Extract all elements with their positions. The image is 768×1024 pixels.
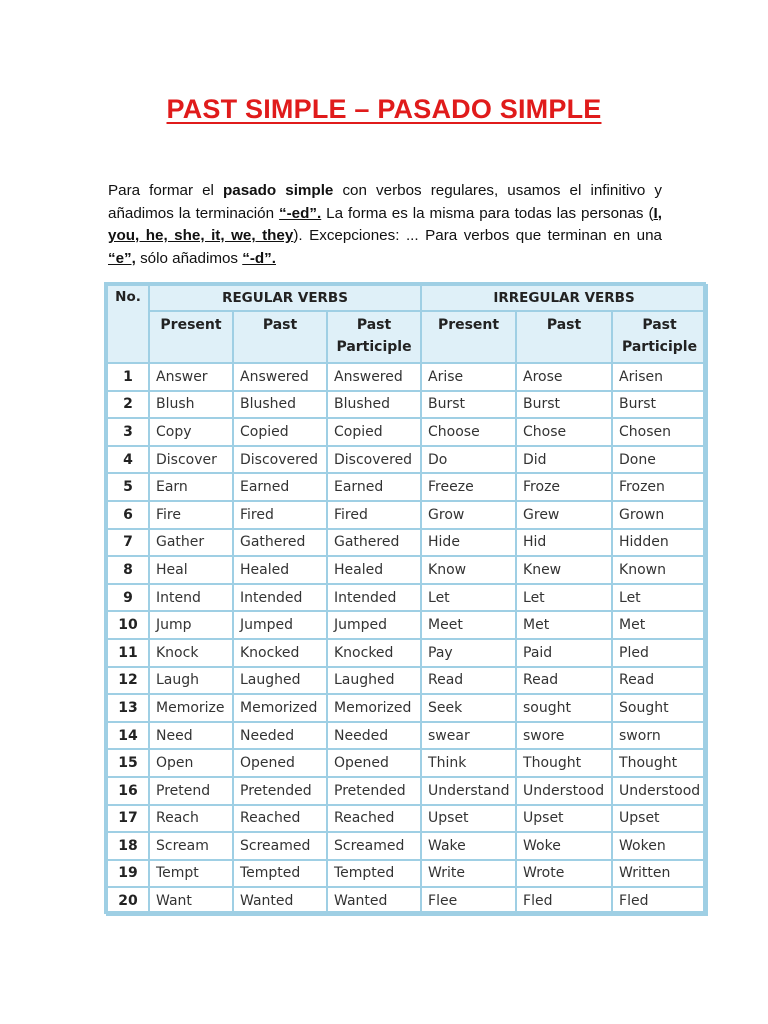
verb-number-cell: 15 xyxy=(107,749,149,777)
irregular-past-cell: Burst xyxy=(516,391,612,419)
irregular-present-cell: Choose xyxy=(421,418,516,446)
irregular-present-cell: Know xyxy=(421,556,516,584)
regular-past-cell: Gathered xyxy=(233,529,327,557)
regular-present-cell: Memorize xyxy=(149,694,233,722)
verb-number-cell: 17 xyxy=(107,805,149,833)
table-row xyxy=(107,639,707,667)
regular-past-cell: Memorized xyxy=(233,694,327,722)
verbs-table-body xyxy=(107,363,707,915)
irregular-present-cell: swear xyxy=(421,722,516,750)
regular-present-cell: Discover xyxy=(149,446,233,474)
regular-present-cell: Tempt xyxy=(149,860,233,888)
irregular-past-participle-cell: Chosen xyxy=(612,418,707,446)
intro-e-letter: “e”, xyxy=(108,249,136,267)
irregular-present-cell: Pay xyxy=(421,639,516,667)
table-row xyxy=(107,832,707,860)
regular-present-cell: Want xyxy=(149,887,233,915)
regular-past-cell: Tempted xyxy=(233,860,327,888)
irregular-past-cell: Knew xyxy=(516,556,612,584)
table-row xyxy=(107,860,707,888)
irregular-past-cell: Thought xyxy=(516,749,612,777)
table-row xyxy=(107,805,707,833)
verbs-table-header xyxy=(107,285,707,363)
verb-number-cell: 8 xyxy=(107,556,149,584)
regular-present-cell: Laugh xyxy=(149,667,233,695)
intro-text-5: La forma es la misma para todas las personas ( xyxy=(321,204,654,222)
irregular-present-cell: Flee xyxy=(421,887,516,915)
irregular-present-cell: Seek xyxy=(421,694,516,722)
irregular-past-cell: Froze xyxy=(516,473,612,501)
verb-number-cell: 5 xyxy=(107,473,149,501)
verb-number-cell: 20 xyxy=(107,887,149,915)
table-row xyxy=(107,363,707,391)
header-pp-line2: Participle xyxy=(621,339,698,355)
irregular-past-cell: Woke xyxy=(516,832,612,860)
irregular-past-cell: Grew xyxy=(516,501,612,529)
irregular-present-cell: Meet xyxy=(421,611,516,639)
verb-number-cell: 14 xyxy=(107,722,149,750)
regular-past-participle-cell: Fired xyxy=(327,501,421,529)
header-irregular-past-participle xyxy=(612,311,707,363)
irregular-past-participle-cell: Thought xyxy=(612,749,707,777)
regular-past-participle-cell: Tempted xyxy=(327,860,421,888)
regular-past-participle-cell: Knocked xyxy=(327,639,421,667)
irregular-past-cell: Upset xyxy=(516,805,612,833)
table-row xyxy=(107,473,707,501)
regular-past-cell: Screamed xyxy=(233,832,327,860)
irregular-past-cell: Paid xyxy=(516,639,612,667)
table-row xyxy=(107,556,707,584)
regular-past-participle-cell: Laughed xyxy=(327,667,421,695)
verb-number-cell: 1 xyxy=(107,363,149,391)
regular-past-cell: Pretended xyxy=(233,777,327,805)
irregular-past-participle-cell: Upset xyxy=(612,805,707,833)
intro-paragraph xyxy=(108,180,662,270)
intro-text-3: con verbos regulares, usamos el infinitivo y añadimos la terminación xyxy=(108,182,662,222)
header-irregular-past: Past xyxy=(516,311,612,363)
regular-past-cell: Fired xyxy=(233,501,327,529)
intro-text-9: sólo añadimos xyxy=(135,249,243,267)
irregular-past-participle-cell: Hidden xyxy=(612,529,707,557)
table-row xyxy=(107,529,707,557)
verb-number-cell: 11 xyxy=(107,639,149,667)
table-row xyxy=(107,722,707,750)
irregular-past-cell: Understood xyxy=(516,777,612,805)
irregular-present-cell: Freeze xyxy=(421,473,516,501)
verb-number-cell: 19 xyxy=(107,860,149,888)
header-irregular-verbs: IRREGULAR VERBS xyxy=(421,285,707,311)
regular-present-cell: Open xyxy=(149,749,233,777)
irregular-present-cell: Write xyxy=(421,860,516,888)
irregular-present-cell: Wake xyxy=(421,832,516,860)
regular-past-participle-cell: Needed xyxy=(327,722,421,750)
regular-past-cell: Blushed xyxy=(233,391,327,419)
irregular-past-participle-cell: Arisen xyxy=(612,363,707,391)
irregular-past-participle-cell: sworn xyxy=(612,722,707,750)
irregular-past-cell: Met xyxy=(516,611,612,639)
regular-present-cell: Knock xyxy=(149,639,233,667)
verb-number-cell: 13 xyxy=(107,694,149,722)
regular-present-cell: Copy xyxy=(149,418,233,446)
verbs-table xyxy=(106,284,708,916)
regular-present-cell: Scream xyxy=(149,832,233,860)
irregular-past-participle-cell: Met xyxy=(612,611,707,639)
irregular-present-cell: Arise xyxy=(421,363,516,391)
regular-present-cell: Answer xyxy=(149,363,233,391)
intro-pronouns: I, you, he, she, it, we, they xyxy=(108,204,662,244)
regular-past-participle-cell: Blushed xyxy=(327,391,421,419)
regular-past-cell: Opened xyxy=(233,749,327,777)
irregular-present-cell: Grow xyxy=(421,501,516,529)
table-row xyxy=(107,694,707,722)
intro-ed-ending: “-ed”. xyxy=(279,204,322,222)
intro-bold-pasado-simple: pasado simple xyxy=(223,182,334,199)
irregular-present-cell: Do xyxy=(421,446,516,474)
table-row xyxy=(107,391,707,419)
table-row xyxy=(107,501,707,529)
regular-present-cell: Blush xyxy=(149,391,233,419)
irregular-past-cell: Chose xyxy=(516,418,612,446)
regular-past-participle-cell: Screamed xyxy=(327,832,421,860)
regular-past-cell: Wanted xyxy=(233,887,327,915)
irregular-past-cell: Wrote xyxy=(516,860,612,888)
regular-past-cell: Answered xyxy=(233,363,327,391)
regular-past-participle-cell: Pretended xyxy=(327,777,421,805)
irregular-present-cell: Hide xyxy=(421,529,516,557)
irregular-present-cell: Read xyxy=(421,667,516,695)
page-title-text: PAST SIMPLE – PASADO SIMPLE xyxy=(166,94,602,124)
regular-past-cell: Jumped xyxy=(233,611,327,639)
irregular-past-cell: swore xyxy=(516,722,612,750)
irregular-past-cell: Hid xyxy=(516,529,612,557)
regular-past-cell: Laughed xyxy=(233,667,327,695)
regular-past-participle-cell: Intended xyxy=(327,584,421,612)
regular-present-cell: Need xyxy=(149,722,233,750)
irregular-past-participle-cell: Understood xyxy=(612,777,707,805)
irregular-past-cell: Let xyxy=(516,584,612,612)
regular-present-cell: Gather xyxy=(149,529,233,557)
irregular-present-cell: Burst xyxy=(421,391,516,419)
irregular-past-participle-cell: Let xyxy=(612,584,707,612)
irregular-present-cell: Let xyxy=(421,584,516,612)
verb-number-cell: 12 xyxy=(107,667,149,695)
regular-present-cell: Jump xyxy=(149,611,233,639)
header-number: No. xyxy=(107,285,149,363)
header-group-row xyxy=(107,285,707,311)
irregular-past-participle-cell: Grown xyxy=(612,501,707,529)
irregular-past-participle-cell: Written xyxy=(612,860,707,888)
regular-past-participle-cell: Copied xyxy=(327,418,421,446)
regular-past-cell: Reached xyxy=(233,805,327,833)
regular-present-cell: Heal xyxy=(149,556,233,584)
irregular-present-cell: Upset xyxy=(421,805,516,833)
header-regular-past: Past xyxy=(233,311,327,363)
regular-past-participle-cell: Healed xyxy=(327,556,421,584)
regular-present-cell: Earn xyxy=(149,473,233,501)
verb-number-cell: 2 xyxy=(107,391,149,419)
header-regular-present: Present xyxy=(149,311,233,363)
regular-past-participle-cell: Jumped xyxy=(327,611,421,639)
regular-past-participle-cell: Gathered xyxy=(327,529,421,557)
regular-present-cell: Intend xyxy=(149,584,233,612)
regular-past-cell: Earned xyxy=(233,473,327,501)
header-sub-row xyxy=(107,311,707,363)
verb-number-cell: 7 xyxy=(107,529,149,557)
verb-number-cell: 3 xyxy=(107,418,149,446)
irregular-past-participle-cell: Pled xyxy=(612,639,707,667)
regular-past-cell: Copied xyxy=(233,418,327,446)
table-row xyxy=(107,611,707,639)
irregular-past-participle-cell: Fled xyxy=(612,887,707,915)
regular-past-participle-cell: Reached xyxy=(327,805,421,833)
table-row xyxy=(107,667,707,695)
table-row xyxy=(107,446,707,474)
header-regular-verbs: REGULAR VERBS xyxy=(149,285,421,311)
regular-past-cell: Discovered xyxy=(233,446,327,474)
verb-number-cell: 16 xyxy=(107,777,149,805)
regular-past-participle-cell: Earned xyxy=(327,473,421,501)
table-row xyxy=(107,887,707,915)
table-row xyxy=(107,749,707,777)
intro-text-7: ). Excepciones: ... Para verbos que terminan en una xyxy=(293,227,662,244)
irregular-past-participle-cell: Known xyxy=(612,556,707,584)
verb-number-cell: 9 xyxy=(107,584,149,612)
regular-past-participle-cell: Discovered xyxy=(327,446,421,474)
header-regular-past-participle xyxy=(327,311,421,363)
header-pp-line2: Participle xyxy=(336,339,412,355)
header-irregular-present: Present xyxy=(421,311,516,363)
irregular-past-participle-cell: Burst xyxy=(612,391,707,419)
irregular-past-participle-cell: Read xyxy=(612,667,707,695)
header-pp-line1: Past xyxy=(642,317,677,333)
irregular-past-cell: Arose xyxy=(516,363,612,391)
page-title xyxy=(0,94,768,125)
regular-past-cell: Needed xyxy=(233,722,327,750)
table-row xyxy=(107,418,707,446)
regular-past-cell: Intended xyxy=(233,584,327,612)
irregular-past-participle-cell: Frozen xyxy=(612,473,707,501)
regular-past-cell: Knocked xyxy=(233,639,327,667)
verb-number-cell: 6 xyxy=(107,501,149,529)
table-row xyxy=(107,777,707,805)
irregular-past-participle-cell: Sought xyxy=(612,694,707,722)
regular-past-cell: Healed xyxy=(233,556,327,584)
regular-past-participle-cell: Opened xyxy=(327,749,421,777)
header-pp-line1: Past xyxy=(356,317,392,333)
irregular-past-cell: Did xyxy=(516,446,612,474)
regular-present-cell: Reach xyxy=(149,805,233,833)
irregular-past-participle-cell: Woken xyxy=(612,832,707,860)
irregular-present-cell: Understand xyxy=(421,777,516,805)
irregular-past-cell: Fled xyxy=(516,887,612,915)
verb-number-cell: 4 xyxy=(107,446,149,474)
regular-past-participle-cell: Answered xyxy=(327,363,421,391)
verb-number-cell: 18 xyxy=(107,832,149,860)
regular-present-cell: Pretend xyxy=(149,777,233,805)
irregular-past-cell: sought xyxy=(516,694,612,722)
intro-d-ending: “-d”. xyxy=(242,249,276,267)
irregular-present-cell: Think xyxy=(421,749,516,777)
verb-number-cell: 10 xyxy=(107,611,149,639)
regular-present-cell: Fire xyxy=(149,501,233,529)
regular-past-participle-cell: Memorized xyxy=(327,694,421,722)
irregular-past-participle-cell: Done xyxy=(612,446,707,474)
regular-past-participle-cell: Wanted xyxy=(327,887,421,915)
table-row xyxy=(107,584,707,612)
intro-text-1: Para formar el xyxy=(108,182,224,199)
irregular-past-cell: Read xyxy=(516,667,612,695)
